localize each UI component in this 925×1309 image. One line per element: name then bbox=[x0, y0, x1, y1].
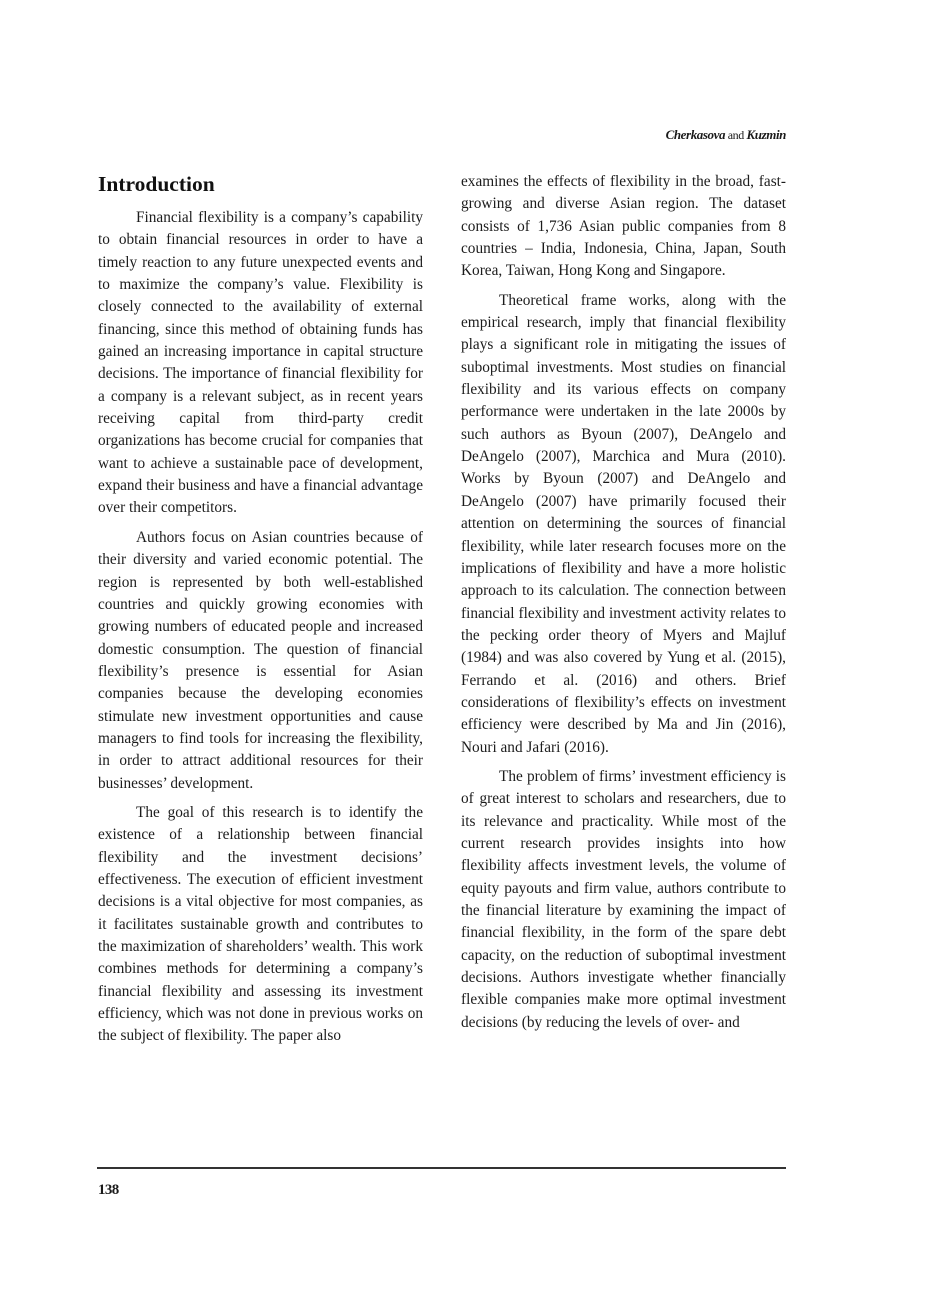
footer-rule bbox=[97, 1167, 786, 1169]
running-head-author-2: Kuzmin bbox=[746, 127, 786, 142]
paragraph-asian-countries: Authors focus on Asian countries because of their diversity and varied economic potential. The region is represented by both well-established countries and quickly growing economies with growing numbers of educated people and increased domestic consumption. The question of financial flexibility’s presence is essential for Asian companies because the developing economies stimulate new investment opportunities and cause managers to find tools for increasing the flexibility, in order to attract additional resources for their businesses’ development. bbox=[98, 528, 423, 792]
paragraph-theoretical-frameworks: Theoretical frame works, along with the empirical research, imply that financial flexibility plays a significant role in mitigating the issues of suboptimal investments. Most studies on financial flexibility and its various effects on company performance were undertaken in the late 2000s by such authors as Byoun (2007), DeAngelo and DeAngelo (2007), Marchica and Mura (2010). Works by Byoun (2007) and DeAngelo and DeAngelo (2007) have primarily focused their attention on determining the sources of financial flexibility, while later research focuses more on the implications of flexibility and have a more holistic approach to its calculation. The connection between financial flexibility and investment activity relates to the pecking order theory of Myers and Majluf (1984) and was also covered by Yung et al. (2015), Ferrando et al. (2016) and others. Brief considerations of flexibility’s effects on investment efficiency were described by Ma and Jin (2016), Nouri and Jafari (2016). bbox=[461, 291, 786, 756]
paragraph-financial-flexibility: Financial flexibility is a company’s capability to obtain financial resources in order to have a timely reaction to any future unexpected events and to maximize the company’s value. Flexibility is closely connected to the availability of external financing, since this method of obtaining funds has gained an increasing importance in capital structure decisions. The importance of financial flexibility for a company is a relevant subject, as in recent years receiving capital from third-party credit organizations has become crucial for companies that want to achieve a sustainable pace of development, expand their business and have a financial advantage over their competitors. bbox=[98, 209, 423, 517]
section-heading: Introduction bbox=[98, 172, 215, 196]
right-column bbox=[461, 171, 786, 1041]
left-column bbox=[98, 170, 423, 1055]
running-head-conjunction-text: and bbox=[727, 128, 744, 142]
running-head bbox=[666, 127, 786, 143]
paragraph-dataset-continuation: examines the effects of flexibility in the broad, fast-growing and diverse Asian region. The dataset consists of 1,736 Asian public companies from 8 countries – India, Indonesia, China, Japan, South Korea, Taiwan, Hong Kong and Singapore. bbox=[461, 173, 786, 280]
paragraph-investment-efficiency: The problem of firms’ investment efficiency is of great interest to scholars and researchers, due to its relevance and practicality. While most of the current research provides insights into how flexibility affects investment levels, the volume of equity payouts and firm value, authors contribute to the financial literature by examining the impact of financial flexibility, in the form of the spare debt capacity, on the reduction of suboptimal investment decisions. Authors investigate whether financially flexible companies make more optimal investment decisions (by reducing the levels of over- and bbox=[461, 767, 786, 1031]
paragraph-research-goal: The goal of this research is to identify the existence of a relationship between financial flexibility and the investment decisions’ effectiveness. The execution of efficient investment decisions is a vital objective for most companies, as it facilitates sustainable growth and contributes to the maximization of shareholders’ wealth. This work combines methods for determining a company’s financial flexibility and assessing its investment efficiency, which was not done in previous works on the subject of flexibility. The paper also bbox=[98, 803, 423, 1045]
page-number: 138 bbox=[98, 1182, 119, 1198]
running-head-conjunction bbox=[725, 128, 746, 142]
running-head-author-1: Cherkasova bbox=[665, 127, 726, 142]
